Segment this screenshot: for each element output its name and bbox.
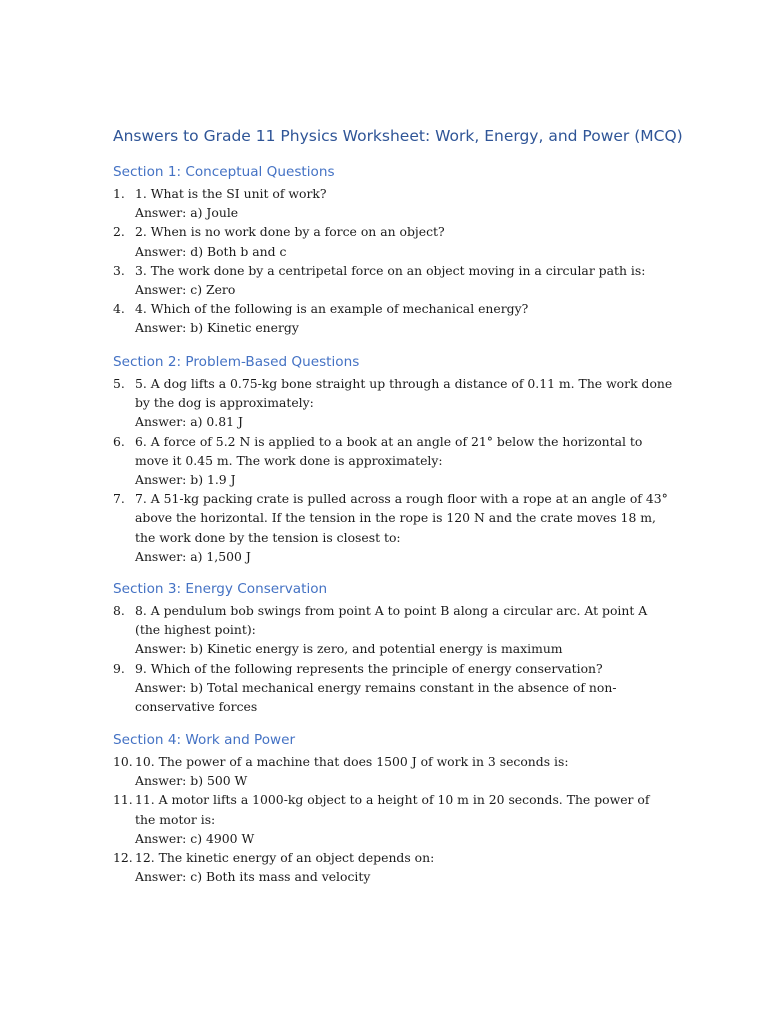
question-text: 2. When is no work done by a force on an object? [135,224,445,240]
question-number: 6. [113,433,125,449]
question-item [113,848,673,886]
question-item [113,601,673,659]
question-item [113,659,673,717]
question-number: 10. [113,754,133,769]
question-number: 7. [113,491,125,507]
question-list [113,184,673,338]
question-text: 11. A motor lifts a 1000-kg object to a height of 10 m in 20 seconds. The power of the motor is: [135,792,650,827]
question-list [113,374,673,566]
question-number: 8. [113,603,125,618]
question-text: 9. Which of the following represents the principle of energy conservation? [135,660,603,676]
section-heading: Section 1: Conceptual Questions [113,164,335,180]
question-item [113,299,673,337]
section-heading: Section 4: Work and Power [113,732,296,748]
question-text: 8. A pendulum bob swings from point A to point B along a circular arc. At point A (the highest point): [135,603,648,638]
question-item [113,222,673,260]
section-energy-conservation [113,579,673,716]
answer-text: Answer: b) Kinetic energy [135,320,299,336]
section-heading: Section 3: Energy Conservation [113,581,328,597]
question-item [113,184,673,222]
answer-text: Answer: b) 500 W [135,773,248,789]
document-title: Answers to Grade 11 Physics Worksheet: Work, Energy, and Power (MCQ) [113,127,683,145]
section-problem-based [113,352,673,566]
question-item [113,261,673,299]
answer-text: Answer: a) 0.81 J [135,414,243,430]
answer-text: Answer: b) Total mechanical energy remains constant in the absence of non-conservative forces [135,679,617,715]
question-text: 1. What is the SI unit of work? [135,186,327,201]
answer-text: Answer: c) Both its mass and velocity [135,869,371,885]
question-item [113,790,673,848]
question-number: 3. [113,262,125,278]
question-text: 3. The work done by a centripetal force on an object moving in a circular path is: [135,262,646,278]
question-list [113,601,673,716]
answer-text: Answer: a) 1,500 J [135,548,251,564]
question-number: 12. [113,850,133,866]
question-item [113,374,673,432]
section-heading: Section 2: Problem-Based Questions [113,354,360,370]
answer-text: Answer: d) Both b and c [135,243,287,259]
section-work-and-power [113,730,673,886]
question-item [113,752,673,790]
section-conceptual [113,162,673,338]
answer-text: Answer: b) Kinetic energy is zero, and potential energy is maximum [135,641,563,657]
question-number: 4. [113,301,125,317]
question-list [113,752,673,886]
question-item [113,489,673,566]
question-number: 9. [113,660,125,676]
question-number: 5. [113,376,125,391]
question-text: 4. Which of the following is an example of mechanical energy? [135,301,529,317]
question-text: 12. The kinetic energy of an object depends on: [135,850,435,866]
answer-text: Answer: c) 4900 W [135,830,255,846]
question-text: 5. A dog lifts a 0.75-kg bone straight up through a distance of 0.11 m. The work done by the dog is approximately: [135,376,673,411]
question-number: 1. [113,186,125,201]
question-number: 11. [113,792,133,808]
question-item [113,432,673,490]
question-text: 10. The power of a machine that does 1500 J of work in 3 seconds is: [135,754,569,769]
question-number: 2. [113,224,125,240]
question-text: 7. A 51-kg packing crate is pulled across a rough floor with a rope at an angle of 43° above the horizontal. If the tension in the rope is 120 N and the crate moves 18 m, the work done by the tension is closest to: [135,491,668,545]
answer-text: Answer: a) Joule [135,205,239,221]
answer-text: Answer: b) 1.9 J [135,472,236,488]
question-text: 6. A force of 5.2 N is applied to a book at an angle of 21° below the horizontal to move it 0.45 m. The work done is approximately: [135,433,643,468]
answer-text: Answer: c) Zero [135,282,236,298]
